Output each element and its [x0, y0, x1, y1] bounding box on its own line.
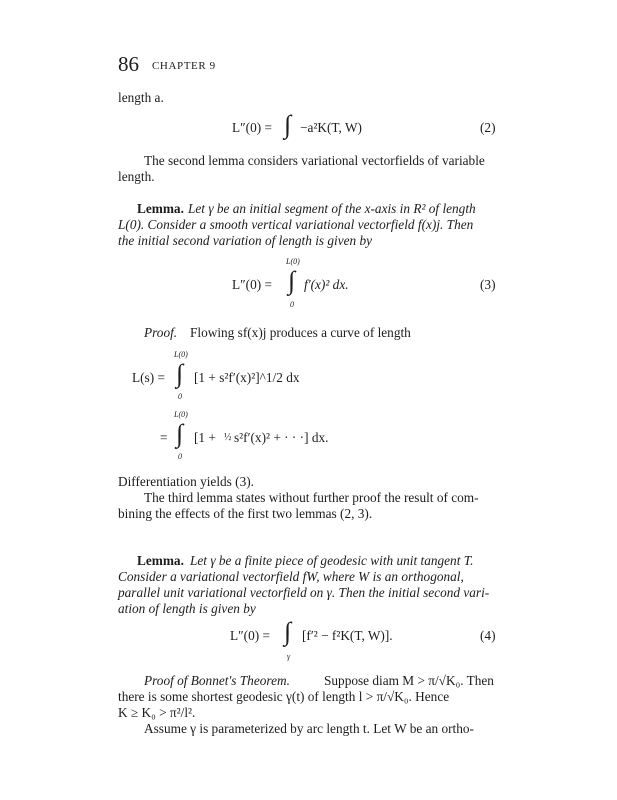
eq2-lhs: L″(0) = [232, 120, 272, 135]
paragraph-third-lemma-l1: The third lemma states without further proof the result of com- [144, 490, 479, 505]
eq3-upper-limit: L(0) [286, 257, 300, 266]
lemma2-line2: Consider a variational vectorfield fW, where W is an orthogonal, [118, 569, 464, 584]
eq4-lhs: L(s) = [132, 370, 165, 385]
eq4-upper-limit: L(0) [174, 350, 188, 359]
eq5-lower-limit: 0 [178, 452, 182, 461]
bonnet-label: Proof of Bonnet's Theorem. [144, 673, 290, 688]
bonnet-line2: there is some shortest geodesic γ(t) of length l > π/√K₀. Hence [118, 689, 450, 704]
eq2-integrand: −a²K(T, W) [300, 120, 362, 135]
lemma1-line2: L(0). Consider a smooth vertical variational vectorfield f(x)j. Then [118, 217, 474, 232]
lemma2-line3: parallel unit variational vectorfield on γ. Then the initial second vari- [118, 585, 490, 600]
eq5-lhs: = [160, 430, 168, 445]
proof1-text: Flowing sf(x)j produces a curve of length [190, 325, 411, 340]
paragraph-intro: length a. [118, 90, 164, 105]
paragraph-second-lemma-l1: The second lemma considers variational vectorfields of variable [144, 153, 485, 168]
eq6-lhs: L″(0) = [230, 628, 270, 643]
eq6-lower-limit: γ [287, 652, 291, 661]
lemma2-label: Lemma. [137, 553, 184, 568]
eq6-integral-sign: ∫ [284, 617, 292, 646]
lemma1-line1: Let γ be an initial segment of the x-axis in R² of length [188, 201, 476, 216]
eq4-integral-sign: ∫ [176, 359, 184, 388]
running-head: CHAPTER 9 [152, 60, 216, 72]
eq5-half: ½ [224, 432, 232, 443]
page-number: 86 [118, 52, 139, 76]
eq5-upper-limit: L(0) [174, 410, 188, 419]
eq4-integrand: [1 + s²f′(x)²]^1/2 dx [194, 370, 300, 385]
eq6-integrand: [f′² − f²K(T, W)]. [302, 628, 393, 643]
proof1-label: Proof. [144, 325, 178, 340]
lemma2-line4: ation of length is given by [118, 601, 256, 616]
lemma1-label: Lemma. [137, 201, 184, 216]
eq3-number: (3) [480, 277, 496, 292]
eq2-integral-sign: ∫ [284, 110, 292, 139]
eq3-lhs: L″(0) = [232, 277, 272, 292]
bonnet-line4: Assume γ is parameterized by arc length t. Let W be an ortho- [144, 721, 474, 736]
lemma2-line1: Let γ be a finite piece of geodesic with unit tangent T. [190, 553, 474, 568]
bonnet-line3: K ≥ K₀ > π²/l². [118, 705, 196, 720]
eq3-integrand: f′(x)² dx. [304, 277, 349, 292]
eq5-integral-sign: ∫ [176, 419, 184, 448]
eq5-integrand-b: s²f′(x)² + · · ·] dx. [234, 430, 329, 445]
paragraph-third-lemma-l2: bining the effects of the first two lemmas (2, 3). [118, 506, 373, 521]
eq6-number: (4) [480, 628, 496, 643]
bonnet-line1: Suppose diam M > π/√K₀. Then [324, 673, 494, 688]
eq4-lower-limit: 0 [178, 392, 182, 401]
eq3-lower-limit: 0 [290, 300, 294, 309]
paragraph-differentiation: Differentiation yields (3). [118, 474, 255, 489]
eq5-integrand-a: [1 + [194, 430, 216, 445]
lemma1-line3: the initial second variation of length is given by [118, 233, 373, 248]
eq3-integral-sign: ∫ [288, 266, 296, 295]
paragraph-second-lemma-l2: length. [118, 169, 155, 184]
eq2-number: (2) [480, 120, 496, 135]
